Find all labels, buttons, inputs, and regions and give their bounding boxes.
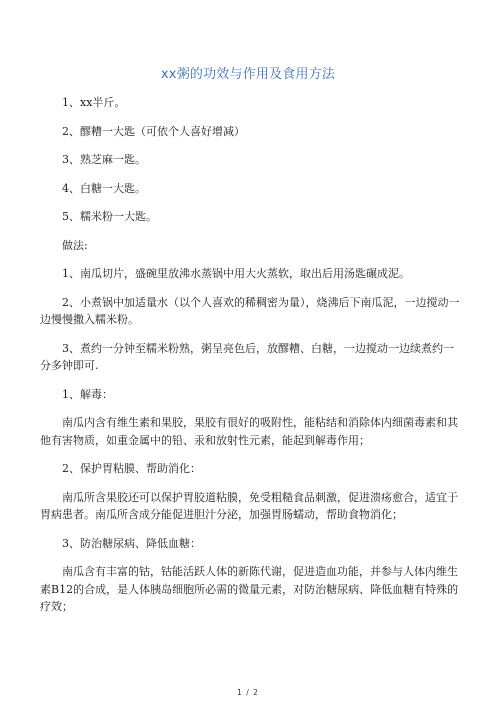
effect-heading-2: 2、保护胃粘膜、帮助消化：: [62, 462, 201, 475]
effect-text-3: 南瓜含有丰富的钴，钴能活跃人体的新陈代谢，促进造血功能，并参与人体内维生素B12的合成，是人体胰岛细胞所必需的微量元素，对防治糖尿病、降低血糖有特殊的疗效；: [40, 565, 459, 613]
ingredient-5: 5、糯米粉一大匙。: [62, 210, 157, 223]
effect-heading-3: 3、防治糖尿病、降低血糖：: [62, 536, 201, 550]
method-step-3: 3、煮约一分钟至糯米粉熟，粥呈亮色后，放醪糟、白糖，一边搅动一边续煮约一分多钟即可.: [40, 341, 454, 372]
method-heading: 做法:: [62, 238, 88, 252]
ingredient-1: 1、xx半斤。: [62, 96, 126, 109]
page-indicator: 1 / 2: [237, 688, 259, 697]
ingredient-3: 3、熟芝麻一匙。: [62, 153, 146, 166]
ingredient-4: 4、白糖一大匙。: [62, 181, 146, 195]
effect-text-1: 南瓜内含有维生素和果胶，果胶有很好的吸附性，能粘结和消除体内细菌毒素和其他有害物质，如重金属中的铅、汞和放射性元素，能起到解毒作用；: [40, 416, 458, 447]
effect-heading-1: 1、解毒：: [62, 387, 113, 401]
ingredient-2: 2、醪糟一大匙（可依个人喜好增减）: [62, 124, 245, 138]
method-step-2: 2、小煮锅中加适量水（以个人喜欢的稀稠密为量），烧沸后下南瓜泥，一边搅动一边慢慢撒入糯米粉。: [40, 295, 460, 326]
effect-text-2: 南瓜所含果胶还可以保护胃胶道粘膜，免受粗糙食品刺激，促进溃疡愈合，适宜于胃病患者。南瓜所含成分能促进胆汁分泌，加强胃肠蠕动，帮助食物消化；: [40, 490, 458, 521]
document-body: [40, 94, 462, 627]
document-title: xx粥的功效与作用及食用方法: [160, 67, 336, 82]
method-step-1: 1、南瓜切片，盛碗里放沸水蒸锅中用大火蒸软，取出后用汤匙碾成泥。: [62, 267, 410, 280]
